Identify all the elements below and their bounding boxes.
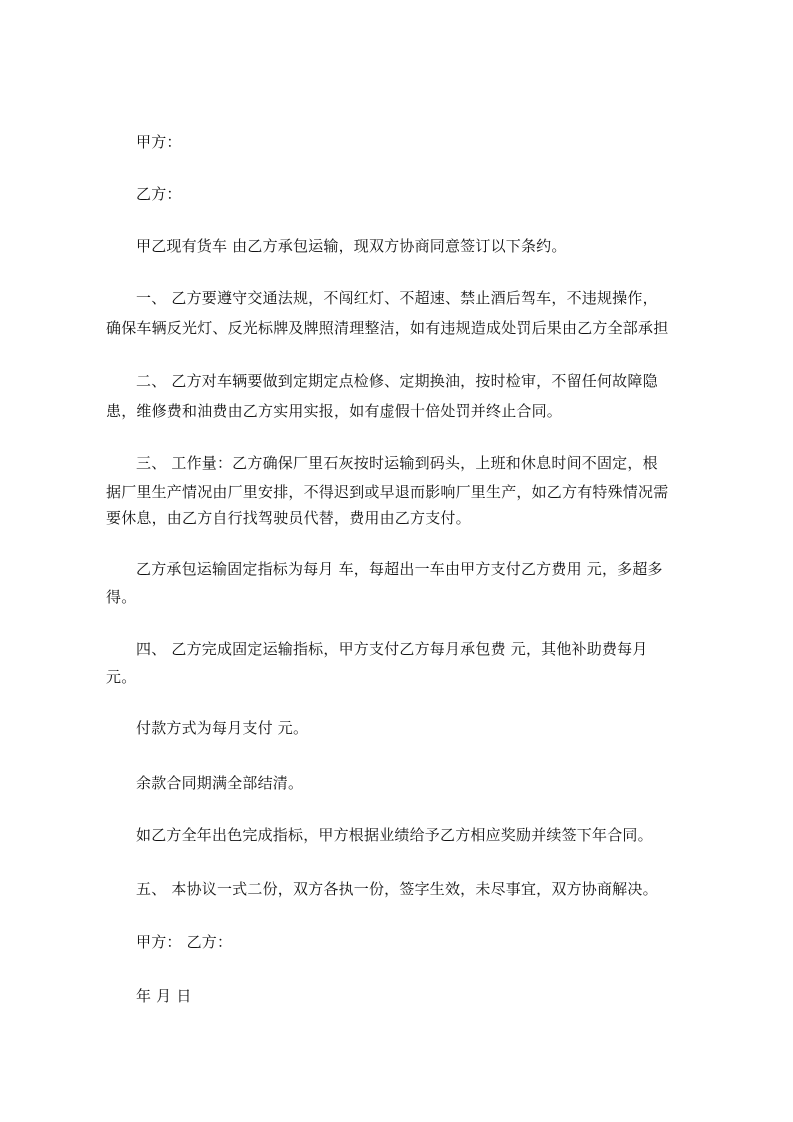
quota-line-2: 得。: [106, 588, 137, 606]
intro-paragraph: 甲乙现有货车 由乙方承包运输，现双方协商同意签订以下条约。: [136, 237, 567, 255]
clause-1-line-1: 一、 乙方要遵守交通法规，不闯红灯、不超速、禁止酒后驾车，不违规操作，: [136, 289, 658, 307]
clause-4-line-2: 元。: [106, 668, 137, 686]
clause-2-line-1: 二、 乙方对车辆要做到定期定点检修、定期换油，按时检审，不留任何故障隐: [136, 372, 658, 390]
balance-settlement: 余款合同期满全部结清。: [136, 774, 304, 792]
party-a-label: 甲方：: [136, 133, 182, 151]
clause-1-line-2: 确保车辆反光灯、反光标牌及牌照清理整洁，如有违规造成处罚后果由乙方全部承担: [106, 319, 669, 337]
bonus-clause: 如乙方全年出色完成指标，甲方根据业绩给予乙方相应奖励并续签下年合同。: [136, 826, 653, 844]
payment-method: 付款方式为每月支付 元。: [136, 719, 309, 737]
signature-line: 甲方： 乙方：: [136, 933, 233, 951]
quota-line-1: 乙方承包运输固定指标为每月 车，每超出一车由甲方支付乙方费用 元，多超多: [136, 560, 663, 578]
clause-5: 五、 本协议一式二份，双方各执一份，签字生效，未尽事宜，双方协商解决。: [136, 880, 658, 898]
clause-4-line-1: 四、 乙方完成固定运输指标，甲方支付乙方每月承包费 元，其他补助费每月: [136, 640, 648, 658]
party-b-label: 乙方：: [136, 185, 182, 203]
clause-2-line-2: 患，维修费和油费由乙方实用实报，如有虚假十倍处罚并终止合同。: [106, 402, 563, 420]
date-line: 年 月 日: [136, 987, 192, 1005]
clause-3-line-2: 据厂里生产情况由厂里安排，不得迟到或早退而影响厂里生产，如乙方有特殊情况需: [106, 483, 669, 501]
clause-3-line-3: 要休息，由乙方自行找驾驶员代替，费用由乙方支付。: [106, 509, 471, 527]
clause-3-line-1: 三、 工作量：乙方确保厂里石灰按时运输到码头，上班和休息时间不固定，根: [136, 454, 658, 472]
